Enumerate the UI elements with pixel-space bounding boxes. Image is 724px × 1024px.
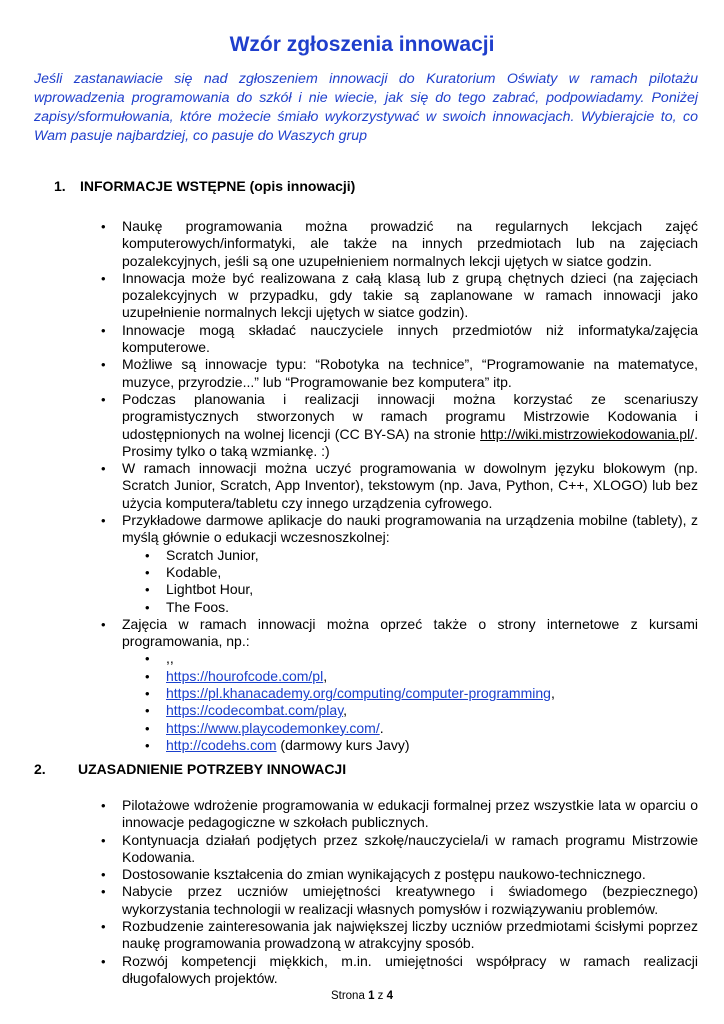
bullet-icon: •	[145, 547, 150, 563]
page-separator: z	[377, 990, 384, 1002]
list-item: • Możliwe są innowacje typu: “Robotyka na technice”, “Programowanie na matematyce, muzyce, przyrodzie...” lub “Programowanie bez komputera” itp.	[101, 356, 698, 390]
bullet-icon: •	[145, 564, 150, 580]
apps-sublist	[122, 547, 698, 616]
codemonkey-link[interactable]: https://www.playcodemonkey.com/	[166, 719, 380, 736]
bullet-icon: •	[145, 737, 150, 753]
bullet-icon: •	[101, 832, 106, 848]
codecombat-link[interactable]: https://codecombat.com/play	[166, 702, 344, 719]
section-1-list	[0, 218, 724, 754]
sublist-item: • The Foos.	[145, 598, 230, 615]
bullet-icon: •	[101, 867, 106, 883]
bullet-icon: •	[101, 798, 106, 813]
bullet-icon: •	[101, 884, 106, 900]
sites-sublist	[122, 650, 698, 754]
bullet-icon: •	[101, 616, 106, 632]
sublist-item: • https://pl.khanacademy.org/computing/computer-programming,	[145, 685, 555, 702]
bullet-icon: •	[101, 219, 106, 234]
list-item: • Rozbudzenie zainteresowania jak największej liczby uczniów przedmiotami ścisłymi poprzez naukę programowania prowadzoną w atrakcyjny sposób.	[101, 918, 698, 952]
bullet-icon: •	[101, 357, 106, 373]
sublist-item: • ,,	[145, 650, 174, 667]
list-item: • W ramach innowacji można uczyć programowania w dowolnym języku blokowym (np. Scratch Junior, Scratch, App Inventor), tekstowym (np. Java, Python, C++, XLOGO) lub bez użycia komputera/tabletu czy innego urządzenia cyfrowego.	[101, 460, 698, 511]
page-total: 4	[386, 990, 394, 1002]
section-title: UZASADNIENIE POTRZEBY INNOWACJI	[78, 761, 347, 777]
list-item: • Innowacje mogą składać nauczyciele innych przedmiotów niż informatyka/zajęcia komputerowe.	[101, 321, 698, 356]
bullet-icon: •	[101, 270, 106, 286]
page-footer	[0, 990, 724, 1002]
section-number: 1.	[54, 178, 66, 194]
section-number: 2.	[34, 761, 46, 777]
document-title: Wzór zgłoszenia innowacji	[229, 33, 495, 56]
sublist-item: • https://www.playcodemonkey.com/.	[145, 719, 384, 736]
section-title: INFORMACJE WSTĘPNE (opis innowacji)	[80, 178, 356, 194]
list-item: • Rozwój kompetencji miękkich, m.in. umiejętności współpracy w ramach realizacji długofalowych projektów.	[101, 952, 698, 986]
list-item: • Innowacja może być realizowana z całą klasą lub z grupą chętnych dzieci (na zajęciach pozalekcyjnych w przypadku, gdy takie są zaplanowane w ramach innowacji jako uzupełnienie normalnych lekcji ujętych w siatce godzin).	[101, 269, 698, 321]
hourofcode-link[interactable]: https://hourofcode.com/pl	[166, 667, 324, 684]
sublist-item: • http://codehs.com (darmowy kurs Javy)	[145, 736, 410, 753]
sublist-item: • Scratch Junior,	[145, 546, 259, 563]
page-number: 1	[368, 990, 375, 1002]
sublist-item: • https://hourofcode.com/pl,	[145, 667, 328, 684]
sublist-item: • Lightbot Hour,	[145, 581, 254, 598]
page-label: Strona	[330, 990, 365, 1002]
bullet-icon: •	[145, 703, 150, 719]
intro-paragraph: Jeśli zastanawiacie się nad zgłoszeniem innowacji do Kuratorium Oświaty w ramach pilotażu wprowadzenia programowania do szkół i nie wiecie, jak się do tego zabrać, podpowiadamy. Poniżej zapisy/sformułowania, które możecie śmiało wykorzystywać w swoich innowacjach. Wybierajcie to, co Wam pasuje najbardziej, co pasuje do Waszych grup	[34, 71, 698, 144]
list-item: • Podczas planowania i realizacji innowacji można korzystać ze scenariuszy programistycznych stworzonych w ramach programu Mistrzowie Kodowania i udostępnionych na wolnej licencji (CC BY-SA) na stronie http://wiki.mistrzowiekodowania.pl/. Prosimy tylko o taką wzmiankę. :)	[101, 390, 698, 459]
bullet-icon: •	[145, 720, 150, 736]
wiki-link[interactable]: http://wiki.mistrzowiekodowania.pl/	[480, 425, 695, 442]
bullet-icon: •	[101, 513, 106, 529]
bullet-icon: •	[145, 668, 150, 684]
list-item: • Naukę programowania można prowadzić na regularnych lekcjach zajęć komputerowych/informatyki, ale także na innych przedmiotach lub na zajęciach pozalekcyjnych, jeśli są one uzupełnieniem normalnych lekcji ujętych w siatce godzin.	[101, 218, 698, 269]
bullet-icon: •	[145, 686, 150, 702]
section-2-heading	[34, 761, 346, 777]
bullet-icon: •	[145, 582, 150, 598]
list-item: • Nabycie przez uczniów umiejętności kreatywnego i świadomego (bezpiecznego) wykorzystania technologii w realizacji własnych pomysłów i rozwiązywaniu problemów.	[101, 883, 698, 917]
bullet-icon: •	[101, 953, 106, 969]
khanacademy-link[interactable]: https://pl.khanacademy.org/computing/computer-programming	[166, 685, 551, 702]
bullet-icon: •	[101, 919, 106, 935]
list-item: • Zajęcia w ramach innowacji można oprzeć także o strony internetowe z kursami programowania, np.: • ,, • https://hourofcode.com/pl, • https://pl.khanacademy.org/computing/computer-programming, • https://codecombat.com/play, • https://www.playcodemonkey.com/. • http://codehs.com (darmowy kurs Javy)	[101, 615, 698, 753]
sublist-item: • Kodable,	[145, 563, 222, 580]
list-item: • Przykładowe darmowe aplikacje do nauki programowania na urządzenia mobilne (tablety), z myślą głównie o edukacji wczesnoszkolnej: • Scratch Junior, • Kodable, • Lightbot Hour, • The Foos.	[101, 512, 698, 615]
bullet-icon: •	[101, 461, 106, 477]
bullet-icon: •	[145, 651, 150, 667]
bullet-icon: •	[145, 599, 150, 615]
sublist-item: • https://codecombat.com/play,	[145, 702, 348, 719]
list-item: • Kontynuacja działań podjętych przez szkołę/nauczyciela/i w ramach programu Mistrzowie Kodowania.	[101, 831, 698, 865]
bullet-icon: •	[101, 391, 106, 407]
codehs-link[interactable]: http://codehs.com	[166, 736, 277, 753]
bullet-icon: •	[101, 322, 106, 338]
list-item: • Pilotażowe wdrożenie programowania w edukacji formalnej przez wszystkie lata w oparciu o innowacje pedagogiczne w szkołach publicznych.	[101, 797, 698, 831]
list-item: • Dostosowanie kształcenia do zmian wynikających z postępu naukowo-technicznego.	[101, 866, 646, 883]
section-1-heading	[54, 178, 355, 194]
section-2-list	[0, 797, 724, 987]
